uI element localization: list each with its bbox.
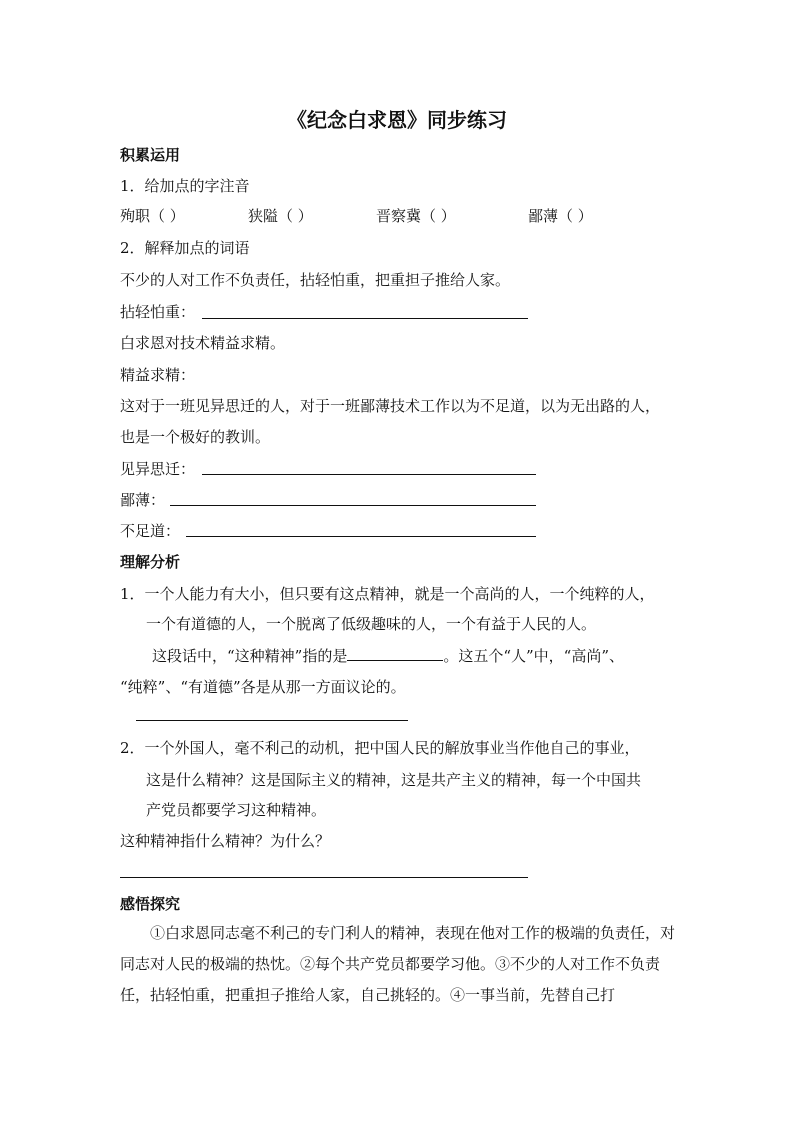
pinyin-item-3: 晋察冀（ ） bbox=[376, 207, 456, 225]
analysis-q2-question: 这种精神指什么精神？为什么？ bbox=[120, 832, 331, 850]
analysis-q1-text-post: 。这五个“人”中，“高尚”、 bbox=[443, 647, 625, 665]
answer-line-3 bbox=[170, 505, 536, 506]
analysis-q2-line2: 这是什么精神？这是国际主义的精神，这是共产主义的精神，每一个中国共 bbox=[146, 771, 642, 789]
answer-blank-spirit bbox=[347, 646, 443, 661]
answer-line-4 bbox=[186, 536, 536, 537]
word-buzudao-label: 不足道： bbox=[120, 522, 181, 540]
section-heading-explore: 感悟探究 bbox=[120, 895, 181, 913]
word-jianyisiqian-label: 见异思迁： bbox=[120, 460, 196, 478]
analysis-q1-line2: 一个有道德的人，一个脱离了低级趣味的人，一个有益于人民的人。 bbox=[146, 615, 597, 633]
sentence-2: 白求恩对技术精益求精。 bbox=[120, 334, 286, 352]
page-title: 《纪念白求恩》同步练习 bbox=[287, 108, 507, 132]
analysis-q1-line3 bbox=[152, 646, 624, 666]
word-bibao-label: 鄙薄： bbox=[120, 491, 166, 509]
answer-line-6 bbox=[120, 877, 528, 878]
word-jingyiqiujing-label: 精益求精： bbox=[120, 366, 196, 384]
pinyin-item-1: 殉职（ ） bbox=[120, 207, 185, 225]
answer-line-1 bbox=[202, 318, 528, 319]
analysis-q1-line4: “纯粹”、“有道德”各是从那一方面议论的。 bbox=[120, 678, 406, 696]
analysis-q2-line1: 2．一个外国人，毫不利己的动机，把中国人民的解放事业当作他自己的事业， bbox=[120, 739, 640, 757]
question-2-explain: 2．解释加点的词语 bbox=[120, 239, 250, 257]
pinyin-item-4: 鄙薄（ ） bbox=[528, 207, 593, 225]
explore-paragraph: ①白求恩同志毫不利己的专门利人的精神，表现在他对工作的极端的负责任，对同志对人民的极端的热忱。②每个共产党员都要学习他。③不少的人对工作不负责任，拈轻怕重，把重担子推给人家，自己挑轻的。④一事当前，先替自己打 bbox=[120, 924, 676, 1004]
analysis-q1-line1: 1．一个人能力有大小，但只要有这点精神，就是一个高尚的人，一个纯粹的人， bbox=[120, 585, 655, 603]
analysis-q1-text-pre: 这段话中，“这种精神”指的是 bbox=[152, 647, 348, 665]
section-heading-analysis: 理解分析 bbox=[120, 553, 181, 571]
answer-line-5 bbox=[136, 720, 408, 721]
analysis-q2-line3: 产党员都要学习这种精神。 bbox=[146, 801, 327, 819]
answer-line-2 bbox=[202, 474, 536, 475]
section-heading-accumulate: 积累运用 bbox=[120, 146, 181, 164]
question-1-pinyin: 1．给加点的字注音 bbox=[120, 177, 250, 195]
pinyin-item-2: 狭隘（ ） bbox=[248, 207, 313, 225]
sentence-3b: 也是一个极好的教训。 bbox=[120, 428, 271, 446]
sentence-3a: 这对于一班见异思迁的人，对于一班鄙薄技术工作以为不足道，以为无出路的人， bbox=[120, 397, 661, 415]
sentence-1: 不少的人对工作不负责任，拈轻怕重，把重担子推给人家。 bbox=[120, 271, 511, 289]
word-nianqingpazhong-label: 拈轻怕重： bbox=[120, 303, 196, 321]
